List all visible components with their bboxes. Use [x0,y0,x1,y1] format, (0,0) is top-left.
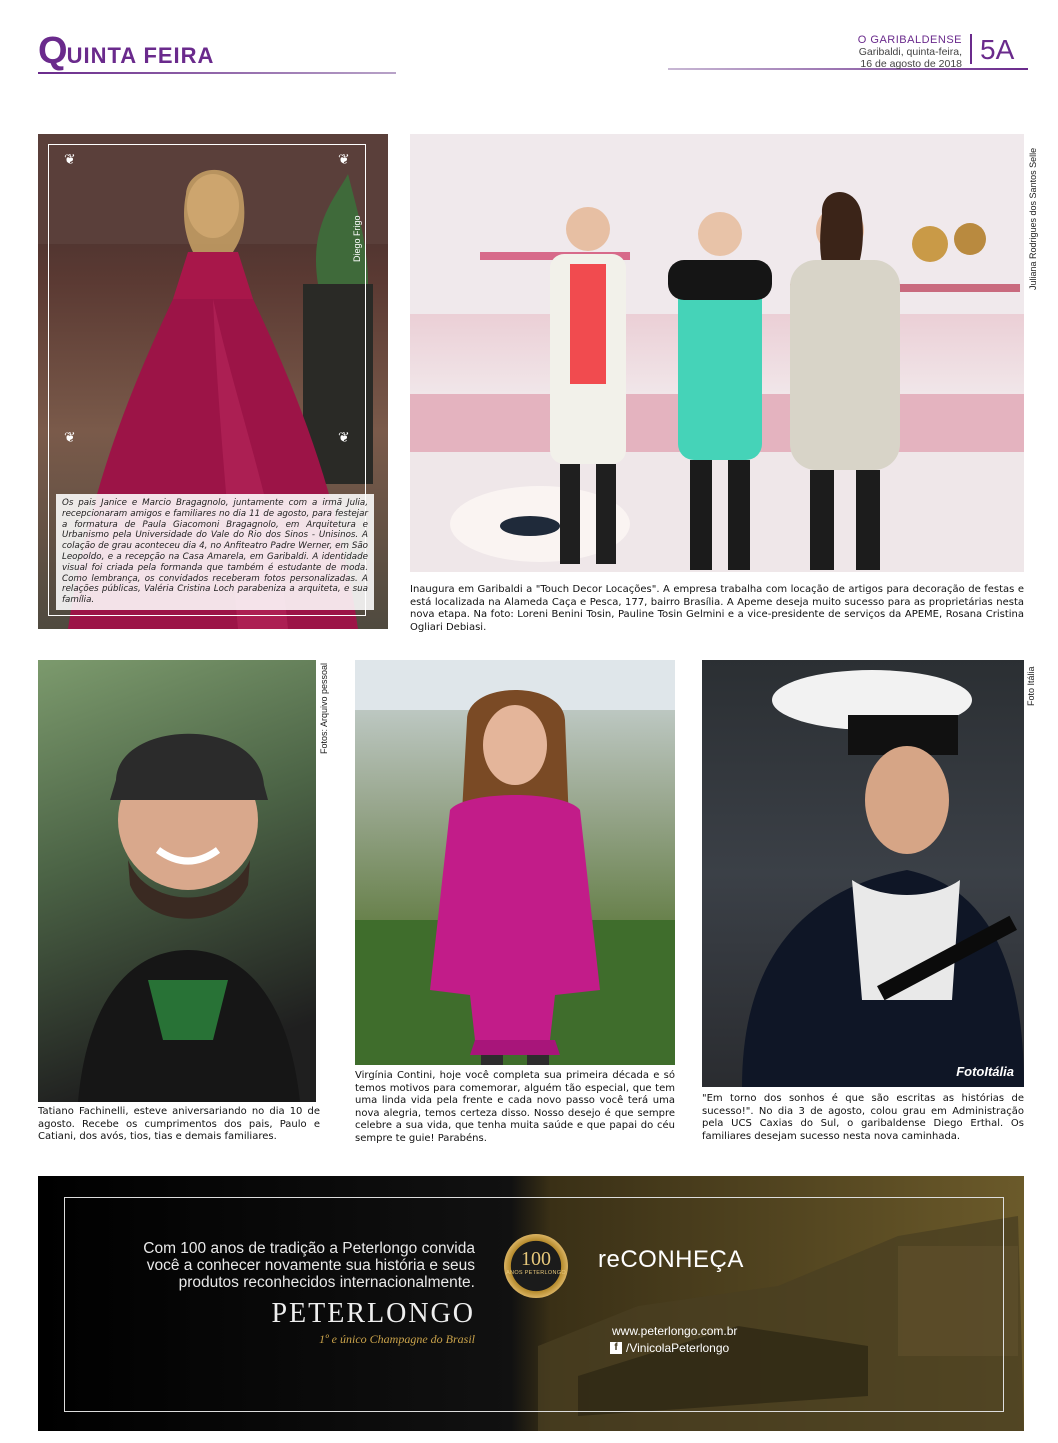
ad-headline: reCONHEÇA [598,1246,744,1273]
caption-s5: "Em torno dos sonhos é que são escritas as histórias de sucesso!". No dia 3 de agosto, colou grau em Administração pela UCS Caxias do Sul, o garibaldense Diego Erthal. Os familiares desejam sucesso nesta nova caminhada. [702,1093,1024,1142]
girl-illustration [355,660,675,1065]
facebook-handle: /VinicolaPeterlongo [626,1341,730,1355]
header-rule-left [38,72,396,74]
header-meta [858,34,962,70]
centenary-seal [504,1234,568,1298]
section-title-rest: UINTA FEIRA [66,43,215,68]
photo-touch-decor [410,134,1024,572]
ad-body-text: Com 100 anos de tradição a Peterlongo convida você a conhecer novamente sua história e seus produtos reconhecidos internacionalmente. [143,1240,475,1291]
photo-credit-s2: Juliana Rodrigues dos Santos Selle [1028,147,1038,290]
man-illustration [38,660,316,1102]
page-number: 5A [980,34,1015,65]
seal-number: 100 [521,1248,551,1270]
shop-illustration [410,134,1024,572]
graduate-illustration [702,660,1024,1087]
seal-label: ANOS PETERLONGO [506,1270,566,1276]
ad-frame [64,1197,1004,1412]
floral-ornament-icon: ❦ [338,430,350,446]
photo-watermark-s5: FotoItália [956,1064,1014,1079]
place-date-line-2: 16 de agosto de 2018 [860,58,962,70]
section-title [38,30,214,73]
floral-ornament-icon: ❦ [64,430,76,446]
header-rule-right [668,68,1028,70]
caption-s1: Os pais Janice e Marcio Bragagnolo, juntamente com a irmã Julia, recepcionaram amigos e familiares no dia 11 de agosto, para festejar a formatura de Paula Giacomoni Bragagnolo, em Arquitetura e Urbanismo pela Universidade do Vale do Rio dos Sinos - Unisinos. A colação de grau aconteceu dia 4, no Anfiteatro Padre Werner, em São Leopoldo, e a recepção na Casa Amarela, em Garibaldi. A identidade visual foi criada pela formanda que também é estudante de moda. Como lembrança, os convidados receberam fotos personalizadas. A relações públicas, Valéria Cristina Loch parabeniza a arquiteta, e sua família. [62,498,368,606]
facebook-icon: f [610,1342,622,1354]
caption-s4: Virgínia Contini, hoje você completa sua primeira década e só temos motivos para comemorar, alguém tão especial, que tem uma linda vida pela frente e cada novo passo você terá uma nova alegria, temos certeza disso. Nosso desejo é que sempre celebre a sua vida, que tenha muita saúde e que papai do céu sempre te guie! Parabéns. [355,1070,675,1144]
brand-slogan: 1º e único Champagne do Brasil [318,1332,475,1346]
photo-diego-erthal [702,660,1024,1087]
caption-s2: Inaugura em Garibaldi a "Touch Decor Locações". A empresa trabalha com locação de artigos para decoração de festas e está localizada na Alameda Caça e Pesca, 177, bairro Brasília. A Apeme deseja muito sucesso para as proprietárias nesta nova etapa. Na foto: Loreni Benini Tosin, Pauline Tosin Gelmini e a vice-presidente de serviços da APEME, Rosana Cristina Ogliari Debiasi. [410,584,1024,633]
photo-tatiano [38,660,316,1102]
place-date-line-1: Garibaldi, quinta-feira, [858,46,962,58]
header-divider [970,34,972,64]
ad-website-link[interactable]: www.peterlongo.com.br [612,1324,738,1338]
ad-facebook-link[interactable] [610,1341,729,1355]
section-title-initial: Q [38,30,67,72]
floral-ornament-icon: ❦ [64,152,76,168]
caption-box-s1 [56,494,374,610]
newspaper-name: O GARIBALDENSE [857,34,962,46]
photo-credit-s5: Foto Itália [1026,666,1036,706]
photo-virginia [355,660,675,1065]
photo-credit-s1: Diego Frigo [352,215,362,262]
caption-s3: Tatiano Fachinelli, esteve aniversariando no dia 10 de agosto. Recebe os cumprimentos dos pais, Paulo e Catiani, dos avós, tios, tias e demais familiares. [38,1106,320,1142]
photo-credit-s3: Fotos: Arquivo pessoal [319,662,329,754]
floral-ornament-icon: ❦ [338,152,350,168]
brand-logo: PETERLONGO [271,1298,475,1329]
